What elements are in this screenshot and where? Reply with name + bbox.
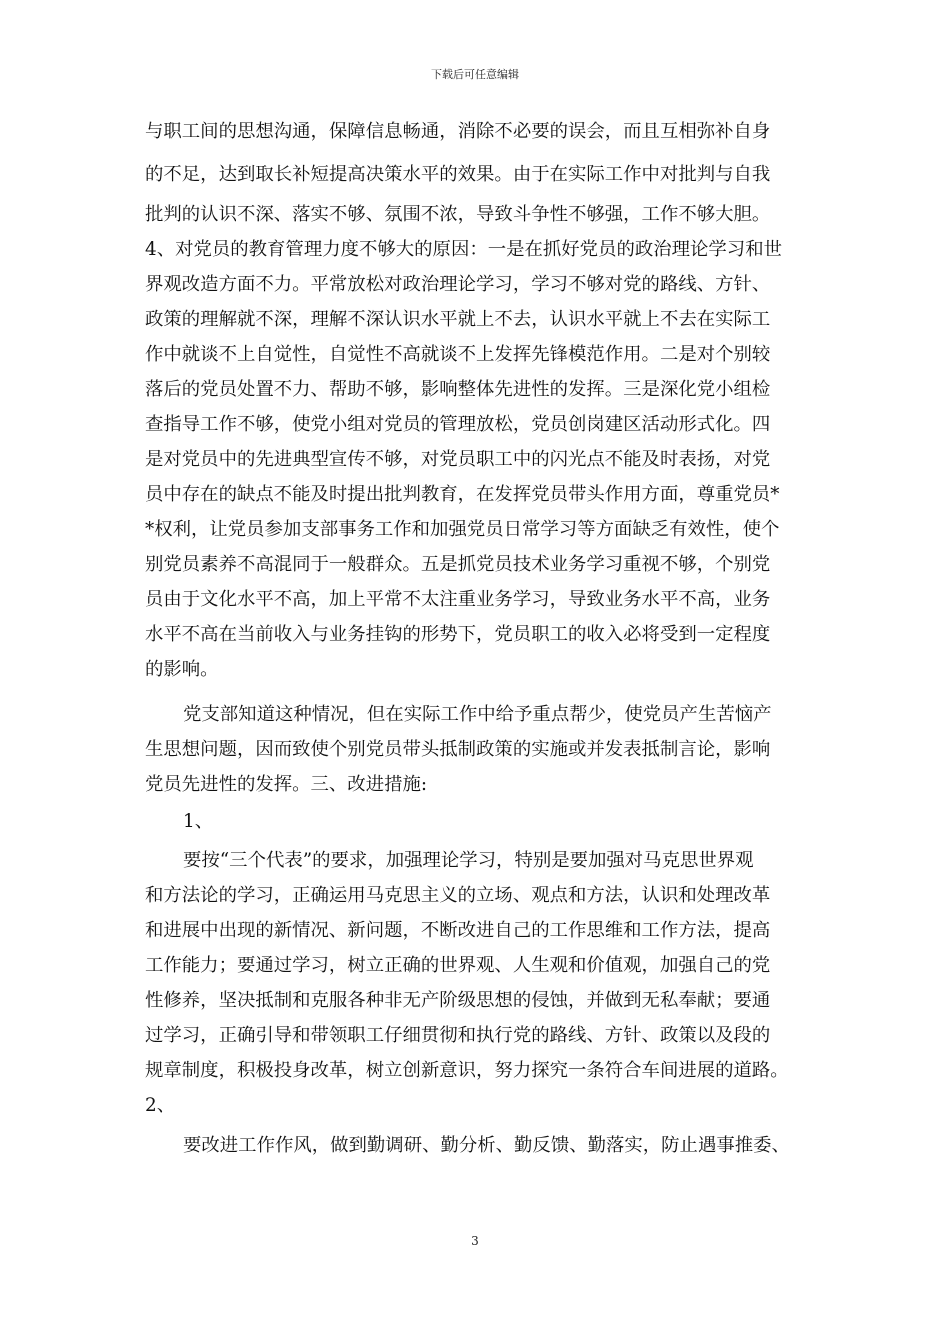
text-line: 工作能力；要通过学习，树立正确的世界观、人生观和价值观，加强自己的党 [145, 955, 771, 976]
text-line: 政策的理解就不深，理解不深认识水平就上不去，认识水平就上不去在实际工 [145, 309, 771, 330]
text-line: *权利，让党员参加支部事务工作和加强党员日常学习等方面缺乏有效性，使个 [145, 519, 780, 540]
text-line: 要按“三个代表”的要求，加强理论学习，特别是要加强对马克思世界观 [183, 850, 754, 871]
text-line: 要改进工作作风，做到勤调研、勤分析、勤反馈、勤落实，防止遇事推委、 [183, 1135, 790, 1156]
text-line: 1、 [183, 811, 214, 832]
page-number: 3 [471, 1234, 479, 1248]
text-line: 员中存在的缺点不能及时提出批判教育，在发挥党员带头作用方面，尊重党员* [145, 484, 780, 505]
text-line: 别党员素养不高混同于一般群众。五是抓党员技术业务学习重视不够，个别党 [145, 554, 771, 575]
text-line: 界观改造方面不力。平常放松对政治理论学习，学习不够对党的路线、方针、 [145, 274, 771, 295]
text-line: 的影响。 [145, 659, 219, 680]
text-line: 员由于文化水平不高，加上平常不太注重业务学习，导致业务水平不高，业务 [145, 589, 771, 610]
text-line: 2、 [145, 1095, 176, 1116]
text-line: 性修养，坚决抵制和克服各种非无产阶级思想的侵蚀，并做到无私奉献；要通 [145, 990, 771, 1011]
text-line: 党员先进性的发挥。三、改进措施: [145, 774, 428, 795]
text-line: 党支部知道这种情况，但在实际工作中给予重点帮少，使党员产生苦恼产 [183, 704, 772, 725]
text-line: 生思想问题，因而致使个别党员带头抵制政策的实施或并发表抵制言论，影响 [145, 739, 771, 760]
text-line: 和方法论的学习，正确运用马克思主义的立场、观点和方法，认识和处理改革 [145, 885, 771, 906]
text-line: 与职工间的思想沟通，保障信息畅通，消除不必要的误会，而且互相弥补自身 [145, 121, 771, 142]
text-line: 作中就谈不上自觉性，自觉性不高就谈不上发挥先锋模范作用。二是对个别较 [145, 344, 771, 365]
text-line: 过学习，正确引导和带领职工仔细贯彻和执行党的路线、方针、政策以及段的 [145, 1025, 771, 1046]
text-line: 是对党员中的先进典型宣传不够，对党员职工中的闪光点不能及时表扬，对党 [145, 449, 771, 470]
text-line: 查指导工作不够，使党小组对党员的管理放松，党员创岗建区活动形式化。四 [145, 414, 771, 435]
header-note: 下载后可任意编辑 [431, 68, 519, 81]
text-line: 落后的党员处置不力、帮助不够，影响整体先进性的发挥。三是深化党小组检 [145, 379, 771, 400]
text-line: 的不足，达到取长补短提高决策水平的效果。由于在实际工作中对批判与自我 [145, 164, 771, 185]
text-line: 和进展中出现的新情况、新问题，不断改进自己的工作思维和工作方法，提高 [145, 920, 771, 941]
text-line: 批判的认识不深、落实不够、氛围不浓，导致斗争性不够强，工作不够大胆。 [145, 204, 771, 225]
text-line: 规章制度，积极投身改革，树立创新意识，努力探究一条符合车间进展的道路。 [145, 1060, 789, 1081]
text-line: 4、对党员的教育管理力度不够大的原因：一是在抓好党员的政治理论学习和世 [145, 239, 782, 260]
text-line: 水平不高在当前收入与业务挂钩的形势下，党员职工的收入必将受到一定程度 [145, 624, 771, 645]
